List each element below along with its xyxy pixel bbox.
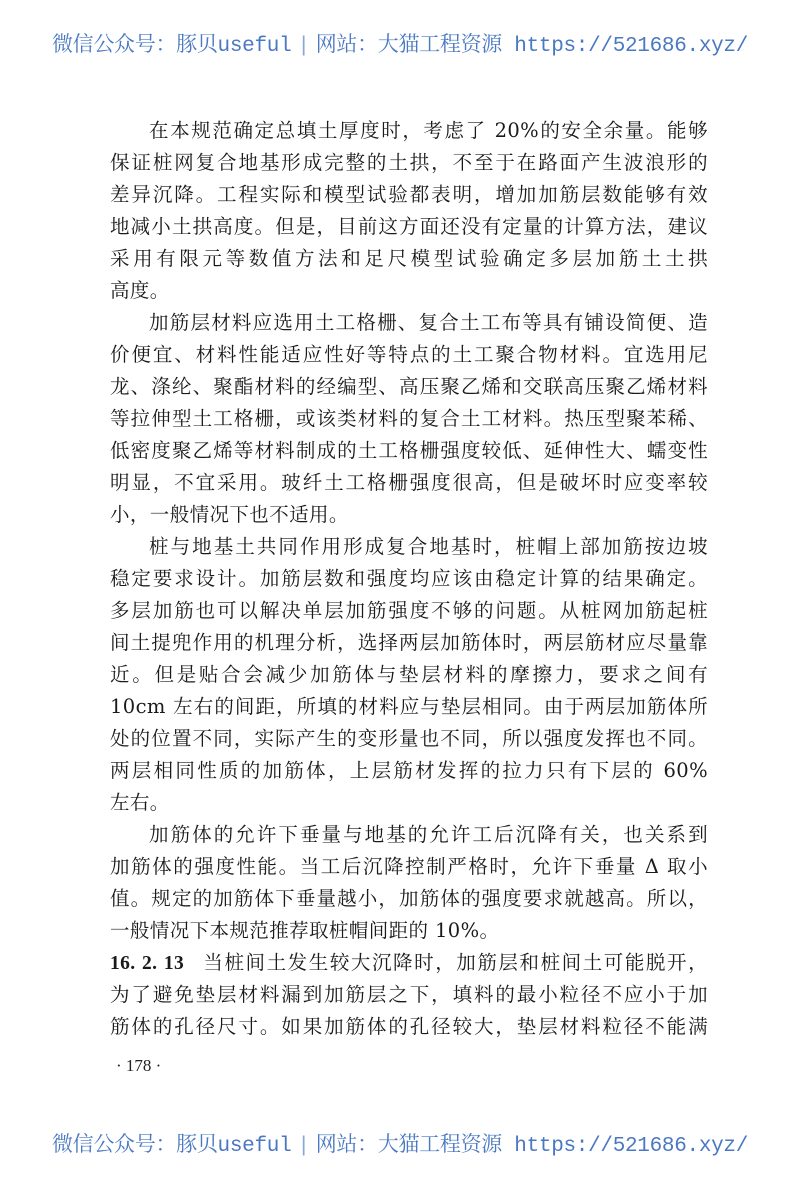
watermark-separator: |: [297, 35, 310, 58]
text-line: 等拉伸型土工格栅，或该类材料的复合土工材料。热压型聚苯稀、: [110, 407, 708, 430]
text-line: 价便宜、材料性能适应性好等特点的土工聚合物材料。宜选用尼: [110, 343, 708, 366]
text-line: 小，一般情况下也不适用。: [110, 503, 349, 526]
watermark-site: 网站：大猫工程资源 https://521686.xyz/: [315, 1135, 749, 1158]
text-line: 采用有限元等数值方法和足尺模型试验确定多层加筋土土拱: [110, 247, 708, 270]
text-line: 值。规定的加筋体下垂量越小，加筋体的强度要求就越高。所以，: [110, 887, 708, 910]
clause-16-2-13: [110, 947, 708, 1043]
paragraph: [110, 531, 708, 819]
text-line: 左右。: [110, 791, 170, 814]
text-line: 在本规范确定总填土厚度时，考虑了 20%的安全余量。能够: [149, 119, 708, 142]
watermark-header: [0, 28, 800, 58]
text-line: 近。但是贴合会减少加筋体与垫层材料的摩擦力，要求之间有: [110, 663, 708, 686]
text-line: 保证桩网复合地基形成完整的土拱，不至于在路面产生波浪形的: [110, 151, 708, 174]
text-line: 处的位置不同，实际产生的变形量也不同，所以强度发挥也不同。: [110, 727, 708, 750]
text-line: 低密度聚乙烯等材料制成的土工格栅强度较低、延伸性大、蠕变性: [110, 439, 708, 462]
text-line: 一般情况下本规范推荐取桩帽间距的 10%。: [110, 919, 500, 942]
text-line: 稳定要求设计。加筋层数和强度均应该由稳定计算的结果确定。: [110, 567, 708, 590]
watermark-separator: |: [297, 1135, 310, 1158]
text-line: 10cm 左右的间距，所填的材料应与垫层相同。由于两层加筋体所: [110, 695, 708, 718]
paragraph: [110, 307, 708, 531]
paragraph: [110, 819, 708, 947]
watermark-wechat: 微信公众号：豚贝useful: [51, 1135, 292, 1158]
clause-text: 当桩间土发生较大沉降时，加筋层和桩间土可能脱开，: [202, 951, 708, 974]
text-line: 龙、涤纶、聚酯材料的经编型、高压聚乙烯和交联高压聚乙烯材料: [110, 375, 708, 398]
text-line: [110, 947, 708, 979]
text-line: 明显，不宜采用。玻纤土工格栅强度很高，但是破坏时应变率较: [110, 471, 708, 494]
text-line: 间土提兜作用的机理分析，选择两层加筋体时，两层筋材应尽量靠: [110, 631, 708, 654]
text-line: 筋体的孔径尺寸。如果加筋体的孔径较大，垫层材料粒径不能满: [110, 1015, 708, 1038]
text-line: 多层加筋也可以解决单层加筋强度不够的问题。从桩网加筋起桩: [110, 599, 708, 622]
text-line: 加筋体的强度性能。当工后沉降控制严格时，允许下垂量 Δ 取小: [110, 855, 708, 878]
paragraph: [110, 115, 708, 307]
clause-number: 16. 2. 13: [110, 953, 185, 974]
text-line: 差异沉降。工程实际和模型试验都表明，增加加筋层数能够有效: [110, 183, 708, 206]
page-number: · 178 ·: [116, 1056, 162, 1075]
watermark-site: 网站：大猫工程资源 https://521686.xyz/: [315, 35, 749, 58]
text-line: 高度。: [110, 279, 170, 302]
text-line: 为了避免垫层材料漏到加筋层之下，填料的最小粒径不应小于加: [110, 983, 708, 1006]
text-line: 桩与地基土共同作用形成复合地基时，桩帽上部加筋按边坡: [149, 535, 708, 558]
text-line: 加筋体的允许下垂量与地基的允许工后沉降有关，也关系到: [149, 823, 708, 846]
text-line: 地减小土拱高度。但是，目前这方面还没有定量的计算方法，建议: [110, 215, 708, 238]
watermark-wechat: 微信公众号：豚贝useful: [51, 35, 292, 58]
watermark-footer: [0, 1128, 800, 1158]
text-line: 两层相同性质的加筋体，上层筋材发挥的拉力只有下层的 60%: [110, 759, 708, 782]
text-line: 加筋层材料应选用土工格栅、复合土工布等具有铺设简便、造: [149, 311, 708, 334]
page-body: [110, 115, 708, 1043]
